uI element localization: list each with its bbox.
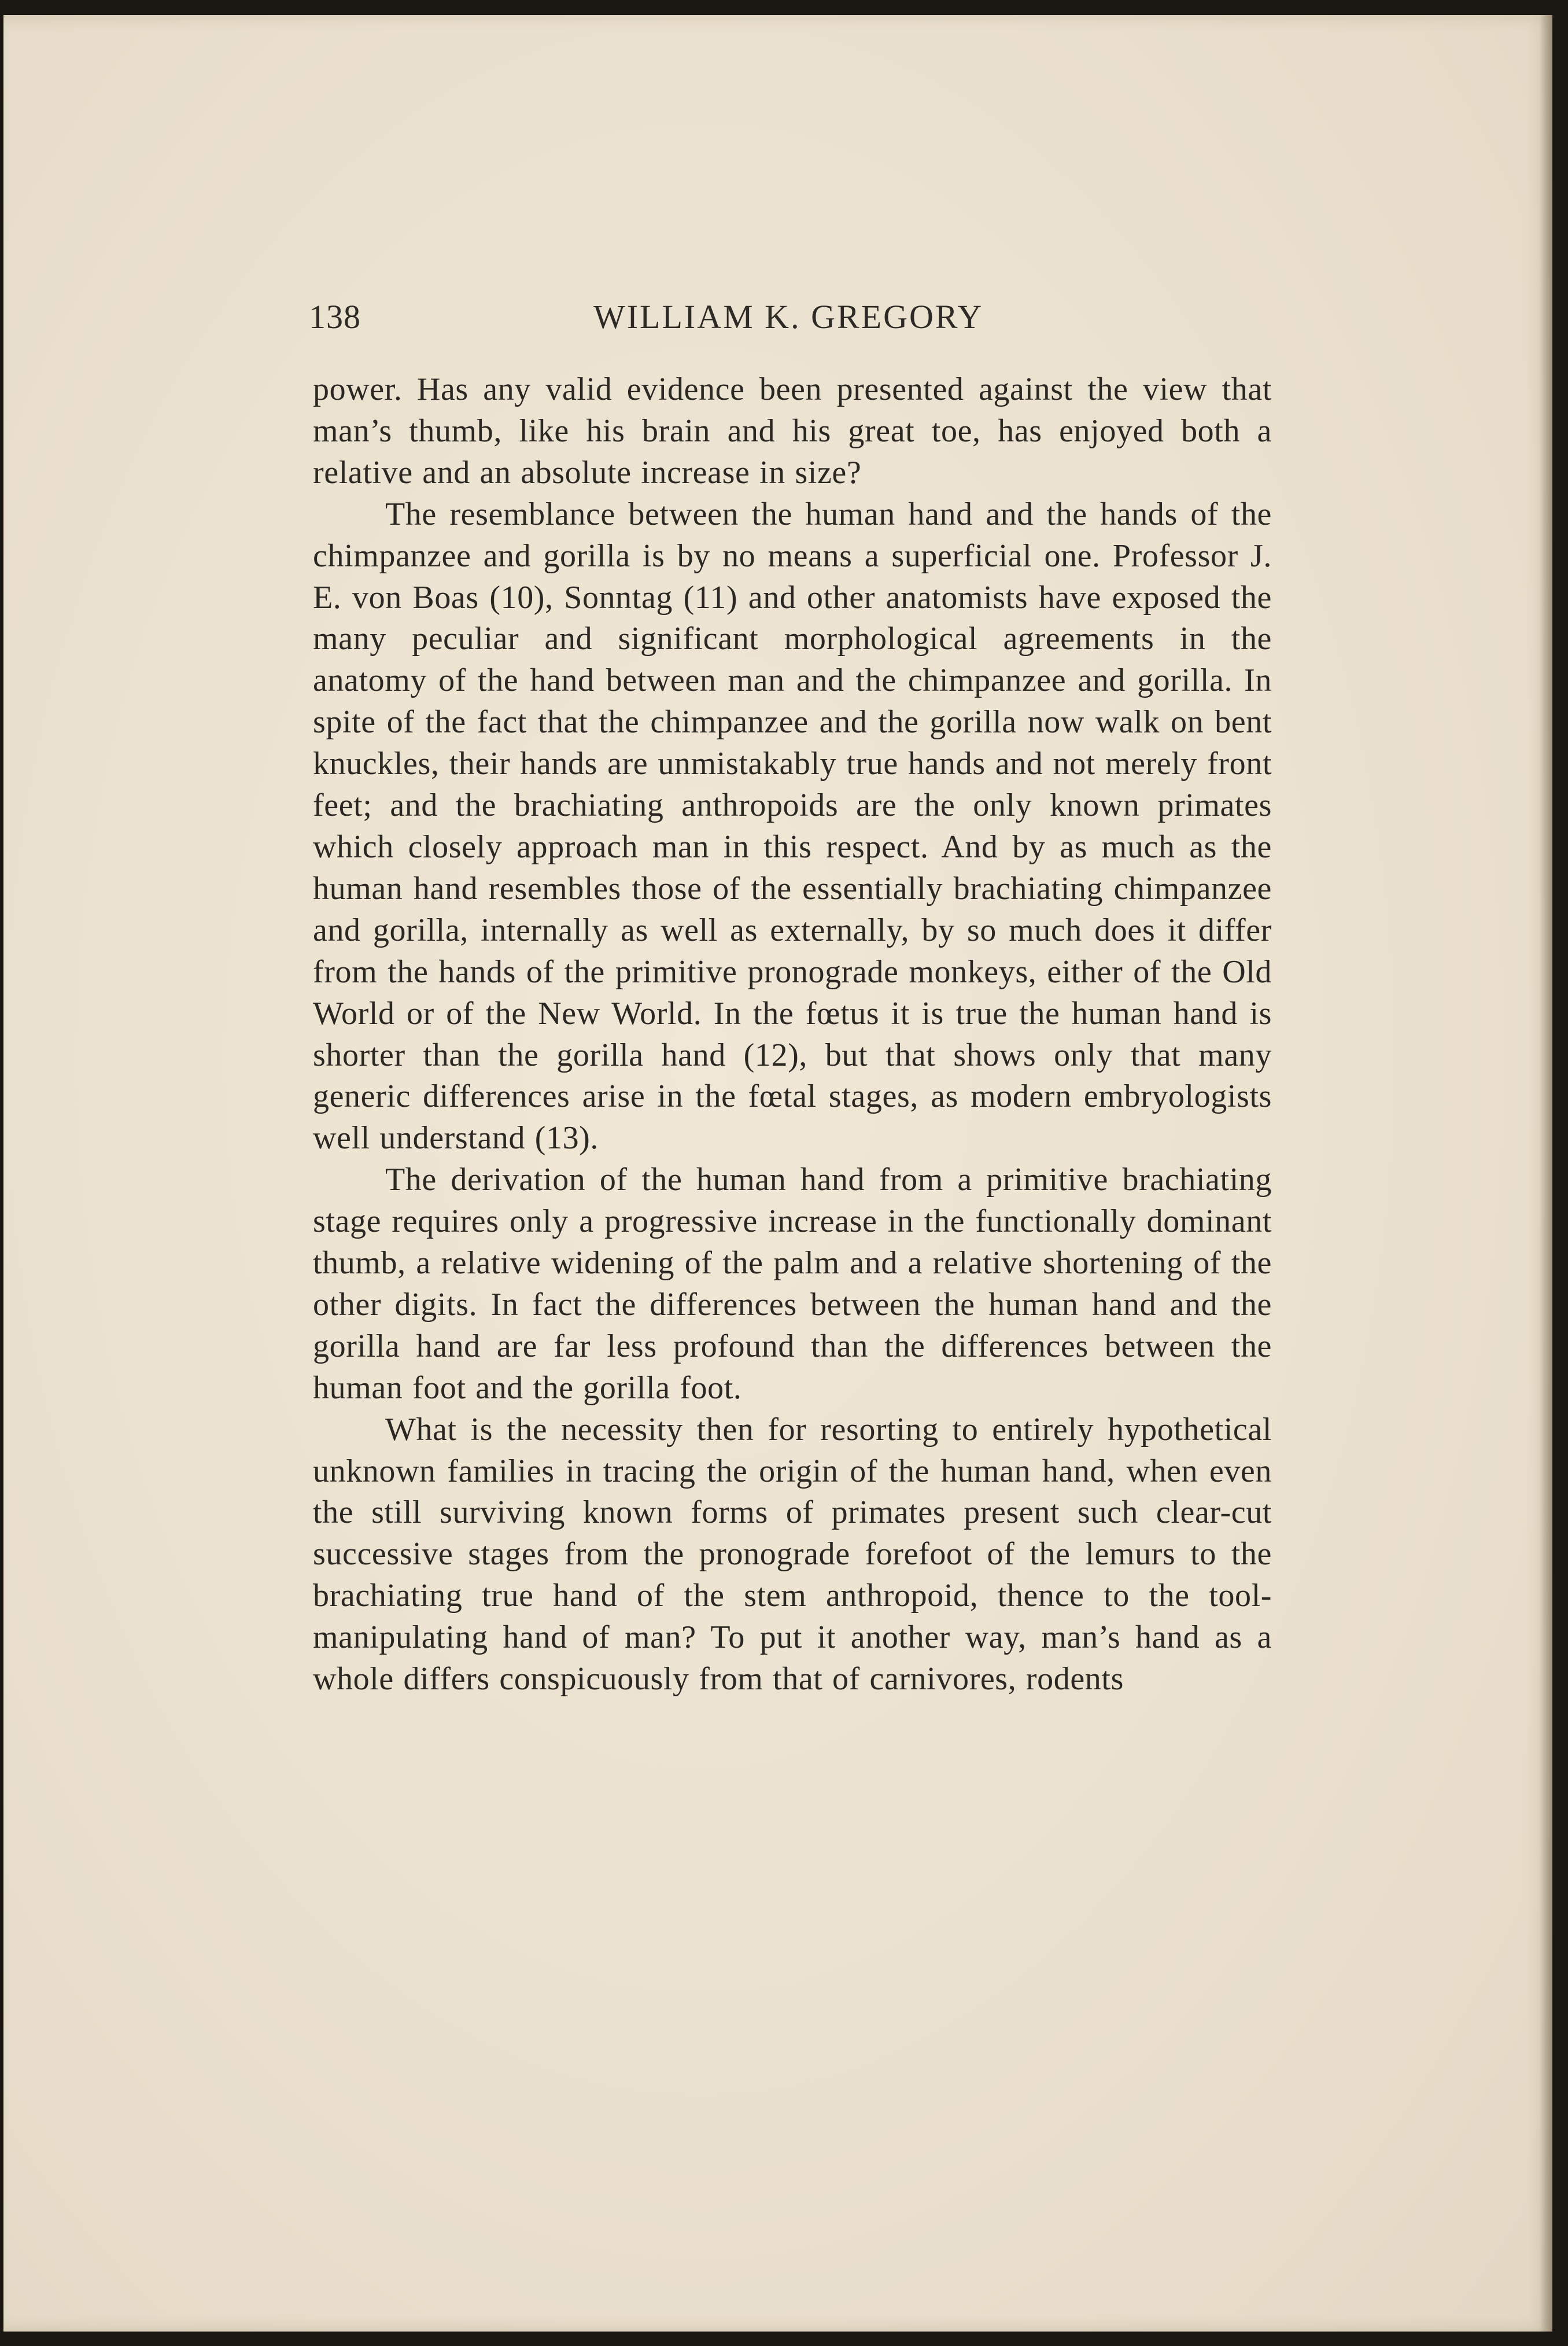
page-edge-shadow (1540, 15, 1552, 2332)
paragraph: The derivation of the human hand from a primitive brachiating stage requires only a progressive increase in the functionally dominant thumb, a relative widening of the palm and a relative shortening of the other digits. In fact the differences between the human hand and the gorilla hand are far less profound than the differences between the human foot and the gorilla foot. (313, 1162, 1272, 1406)
paragraph: power. Has any valid evidence been presented against the view that man’s thumb, like his brain and his great toe, has enjoyed both a relative and an absolute increase in size? (313, 371, 1272, 491)
paragraph: The resemblance between the human hand and the hands of the chimpanzee and gorilla is by no means a superficial one. Professor J. E. von Boas (10), Sonntag (11) and other anatomists have exposed the many peculiar and significant morphological agreements in the anatomy of the hand between man and the chimpanzee and gorilla. In spite of the fact that the chimpanzee and the gorilla now walk on bent knuckles, their hands are unmistakably true hands and not merely front feet; and the brachiating anthropoids are the only known primates which closely approach man in this respect. And by as much as the human hand resembles those of the essentially brachiating chimpanzee and gorilla, internally as well as externally, by so much does it differ from the hands of the primitive pronograde monkeys, either of the Old World or of the New World. In the fœtus it is true the human hand is shorter than the gorilla hand (12), but that shows only that many generic differences arise in the fœtal stages, as modern embryologists well understand (13). (313, 496, 1272, 1157)
running-head: WILLIAM K. GREGORY (593, 298, 984, 336)
book-page (3, 15, 1552, 2332)
body-text (313, 369, 1272, 1700)
paragraph: What is the necessity then for resorting to entirely hypothetical unknown families in tracing the origin of the human hand, when even the still surviving known forms of primates present such clear-cut successive stages from the pronograde forefoot of the lemurs to the brachiating true hand of the stem anthropoid, thence to the tool-manipulating hand of man? To put it another way, man’s hand as a whole differs conspicuously from that of carnivores, rodents (313, 1411, 1272, 1697)
page-header (309, 297, 1284, 344)
page-number: 138 (309, 298, 361, 336)
